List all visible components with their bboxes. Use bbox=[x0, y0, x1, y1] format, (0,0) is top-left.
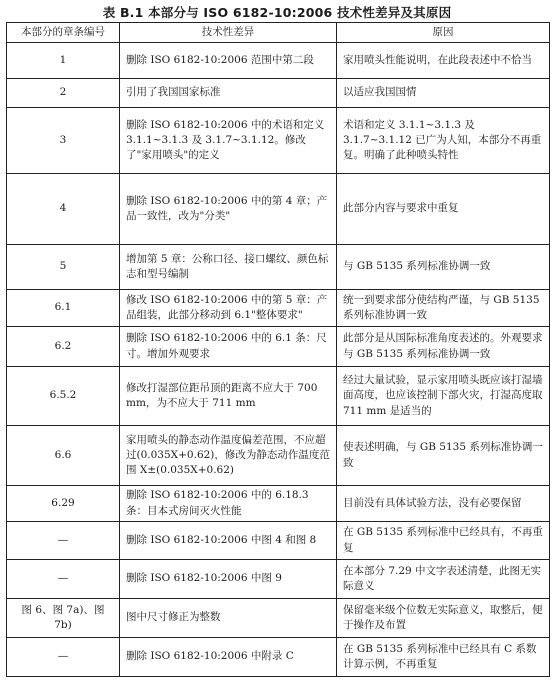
table-row bbox=[7, 79, 550, 108]
header-technical-difference: 技术性差异 bbox=[120, 23, 337, 43]
reason-cell: 目前没有具体试验方法，没有必要保留 bbox=[337, 486, 550, 522]
reason-cell: 统一到要求部分使结构严谨，与 GB 5135 系列标准协调一致 bbox=[337, 290, 550, 327]
clause-number-cell: 6.5.2 bbox=[7, 367, 120, 426]
difference-cell: 删除 ISO 6182-10:2006 范围中第二段 bbox=[120, 43, 337, 79]
difference-cell: 家用喷头的静态动作温度偏差范围，不应超过(0.035X+0.62)，修改为静态动作温度范围 X±(0.035X+0.62) bbox=[120, 426, 337, 486]
difference-cell: 修改 ISO 6182-10:2006 中的第 5 章：产品组装，此部分移动到 6.1"整体要求" bbox=[120, 290, 337, 327]
table-row bbox=[7, 174, 550, 245]
table-row bbox=[7, 327, 550, 367]
clause-number-cell: 4 bbox=[7, 174, 120, 245]
table-row bbox=[7, 522, 550, 560]
reason-cell: 术语和定义 3.1.1~3.1.3 及 3.1.7~3.1.12 已广为人知，本部分不再重复。明确了此种喷头特性 bbox=[337, 108, 550, 174]
header-reason: 原因 bbox=[337, 23, 550, 43]
table-row bbox=[7, 290, 550, 327]
reason-cell: 保留毫米级个位数无实际意义，取整后，便于操作及布置 bbox=[337, 599, 550, 638]
header-clause-number: 本部分的章条编号 bbox=[7, 23, 120, 43]
table-row bbox=[7, 367, 550, 426]
clause-number-cell: — bbox=[7, 560, 120, 599]
difference-cell: 删除 ISO 6182-10:2006 中的 6.1 条：尺寸。增加外观要求 bbox=[120, 327, 337, 367]
table-row bbox=[7, 599, 550, 638]
difference-cell: 修改打湿部位距吊顶的距离不应大于 700 mm，为不应大于 711 mm bbox=[120, 367, 337, 426]
table-row bbox=[7, 486, 550, 522]
table-row bbox=[7, 43, 550, 79]
reason-cell: 在本部分 7.29 中文字表述清楚，此图无实际意义 bbox=[337, 560, 550, 599]
reason-cell: 此部分内容与要求中重复 bbox=[337, 174, 550, 245]
reason-cell: 经过大量试验，显示家用喷头既应该打湿墙面高度，也应该控制下部火灾，打湿高度取 711 mm 是适当的 bbox=[337, 367, 550, 426]
clause-number-cell: — bbox=[7, 522, 120, 560]
table-row bbox=[7, 108, 550, 174]
table-row bbox=[7, 245, 550, 290]
reason-cell: 此部分是从国际标准角度表述的。外观要求与 GB 5135 系列标准协调一致 bbox=[337, 327, 550, 367]
difference-cell: 删除 ISO 6182-10:2006 中图 9 bbox=[120, 560, 337, 599]
clause-number-cell: 2 bbox=[7, 79, 120, 108]
difference-cell: 图中尺寸修正为整数 bbox=[120, 599, 337, 638]
clause-number-cell: 3 bbox=[7, 108, 120, 174]
table-row bbox=[7, 638, 550, 677]
clause-number-cell: 图 6、图 7a)、图 7b) bbox=[7, 599, 120, 638]
reason-cell: 在 GB 5135 系列标准中已经具有，不再重复 bbox=[337, 522, 550, 560]
reason-cell: 在 GB 5135 系列标准中已经具有 C 系数计算示例，不再重复 bbox=[337, 638, 550, 677]
table-header-row bbox=[7, 23, 550, 43]
difference-cell: 引用了我国国家标准 bbox=[120, 79, 337, 108]
difference-cell: 删除 ISO 6182-10:2006 中图 4 和图 8 bbox=[120, 522, 337, 560]
table-row bbox=[7, 560, 550, 599]
difference-cell: 删除 ISO 6182-10:2006 中的第 4 章；产品一致性，改为"分类" bbox=[120, 174, 337, 245]
difference-cell: 删除 ISO 6182-10:2006 中附录 C bbox=[120, 638, 337, 677]
reason-cell: 与 GB 5135 系列标准协调一致 bbox=[337, 245, 550, 290]
clause-number-cell: 1 bbox=[7, 43, 120, 79]
clause-number-cell: 5 bbox=[7, 245, 120, 290]
table-row bbox=[7, 426, 550, 486]
difference-cell: 增加第 5 章：公称口径、接口螺纹、颜色标志和型号编制 bbox=[120, 245, 337, 290]
clause-number-cell: 6.29 bbox=[7, 486, 120, 522]
difference-cell: 删除 ISO 6182-10:2006 中的术语和定义 3.1.1~3.1.3 及 3.1.7~3.1.12。修改了"家用喷头"的定义 bbox=[120, 108, 337, 174]
reason-cell: 以适应我国国情 bbox=[337, 79, 550, 108]
clause-number-cell: 6.1 bbox=[7, 290, 120, 327]
difference-cell: 删除 ISO 6182-10:2006 中的 6.18.3 条：目本式房间灭火性能 bbox=[120, 486, 337, 522]
table-caption: 表 B.1 本部分与 ISO 6182-10:2006 技术性差异及其原因 bbox=[102, 5, 452, 20]
clause-number-cell: — bbox=[7, 638, 120, 677]
differences-table bbox=[6, 22, 550, 677]
clause-number-cell: 6.2 bbox=[7, 327, 120, 367]
reason-cell: 家用喷头性能说明，在此段表述中不恰当 bbox=[337, 43, 550, 79]
clause-number-cell: 6.6 bbox=[7, 426, 120, 486]
reason-cell: 使表述明确，与 GB 5135 系列标准协调一致 bbox=[337, 426, 550, 486]
